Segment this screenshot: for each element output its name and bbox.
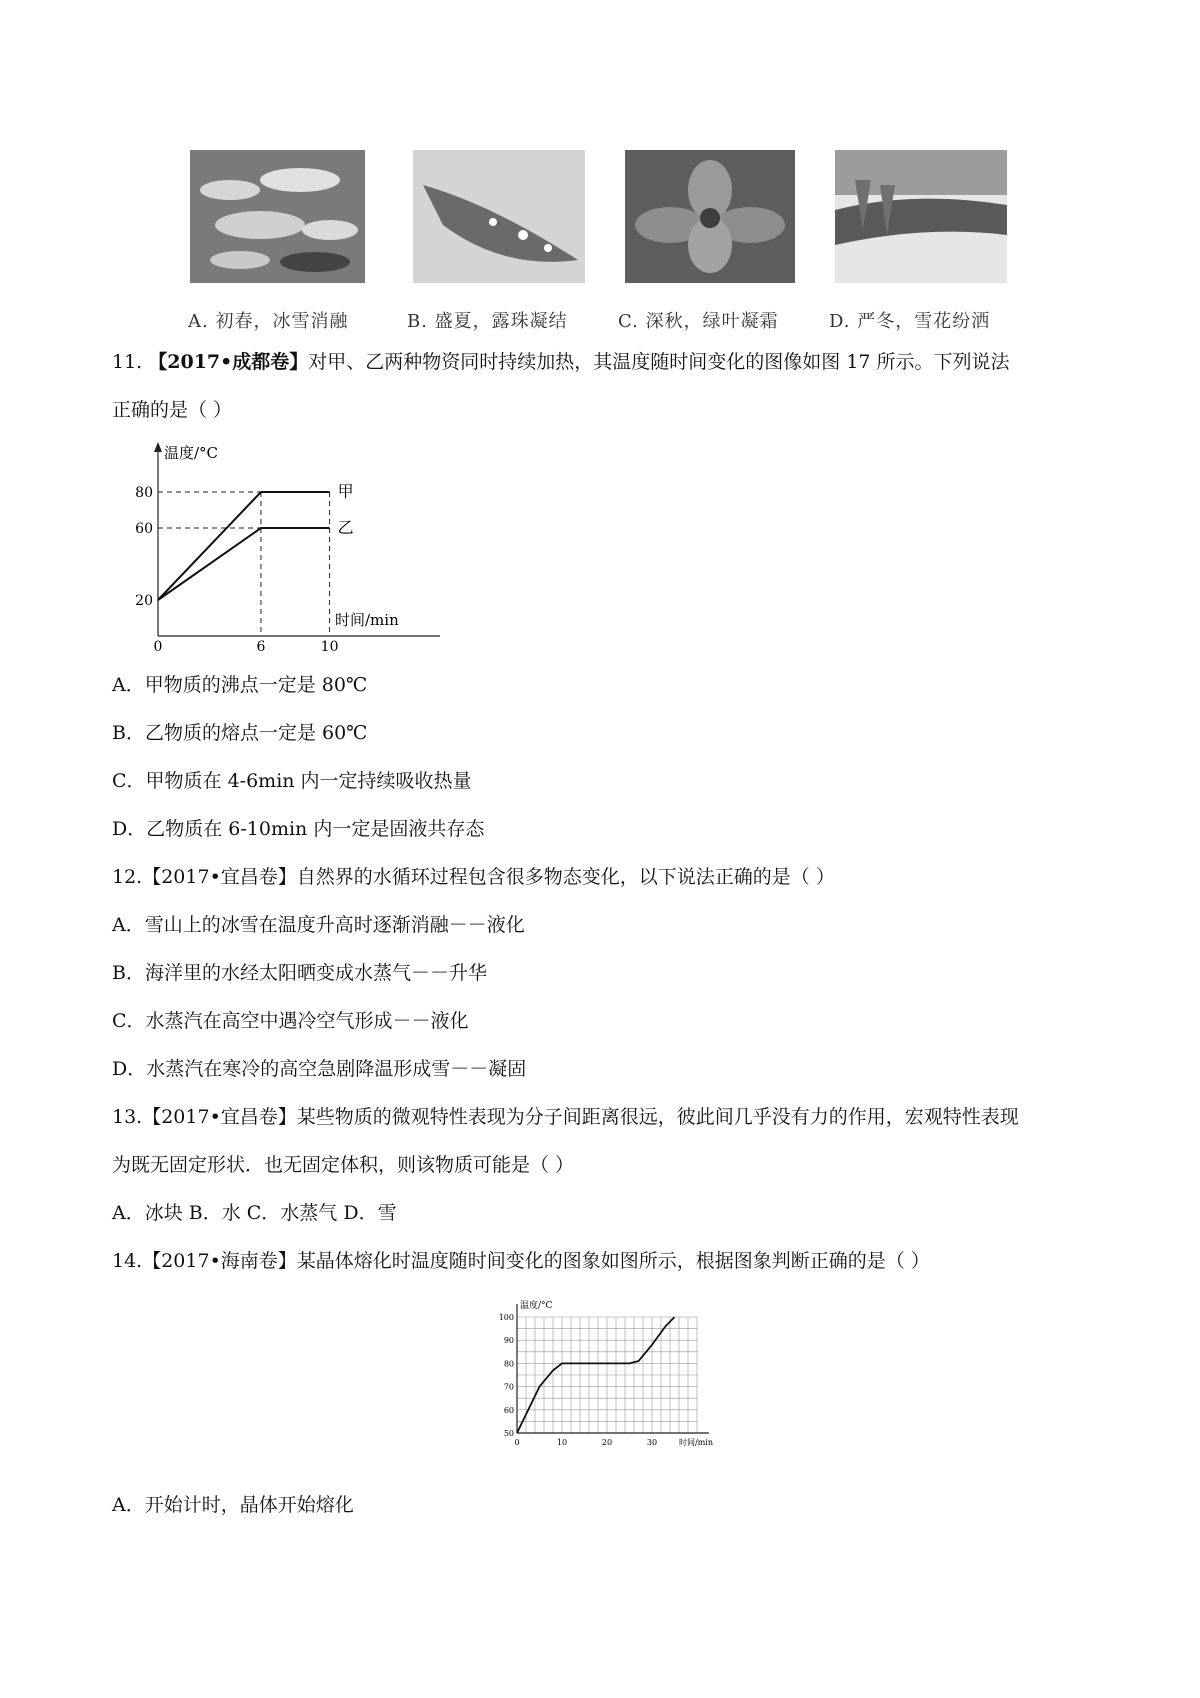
q11-stem-text: 对甲、乙两种物资同时持续加热，其温度随时间变化的图像如图 17 所示。下列说法 xyxy=(308,351,1010,373)
y-tick-label: 60 xyxy=(135,521,153,537)
q14-option-a: A．开始计时，晶体开始熔化 xyxy=(112,1494,354,1516)
y-tick-label: 70 xyxy=(503,1382,514,1392)
q12-stem: 12.【2017•宜昌卷】自然界的水循环过程包含很多物态变化，以下说法正确的是（ ） xyxy=(112,866,835,888)
q11-stem-line2: 正确的是（ ） xyxy=(112,399,233,421)
y-tick-label: 80 xyxy=(135,485,153,501)
x-axis-label: 时间/min xyxy=(679,1438,713,1447)
series-label-0: 甲 xyxy=(337,482,354,501)
x-tick-label: 10 xyxy=(556,1438,568,1447)
q14-melting-chart xyxy=(495,1296,715,1456)
x-tick-label: 30 xyxy=(646,1438,658,1447)
q12-option-d: D．水蒸汽在寒冷的高空急剧降温形成雪－－凝固 xyxy=(112,1058,527,1080)
series-line-1 xyxy=(158,528,330,600)
y-axis-label: 温度/°C xyxy=(164,444,219,462)
q13-stem-line2: 为既无固定形状．也无固定体积，则该物质可能是（ ） xyxy=(112,1154,575,1176)
q11-option-a: A．甲物质的沸点一定是 80℃ xyxy=(112,674,368,696)
y-tick-label: 100 xyxy=(498,1313,514,1322)
q13-stem-line1: 13.【2017•宜昌卷】某些物质的微观特性表现为分子间距离很远，彼此间几乎没有力的作用，宏观特性表现 xyxy=(112,1106,1019,1128)
q11-option-b: B．乙物质的熔点一定是 60℃ xyxy=(112,722,368,744)
frost-leaf-photo xyxy=(625,150,795,283)
x-tick-label: 20 xyxy=(601,1438,613,1447)
y-tick-label: 50 xyxy=(503,1429,514,1438)
caption-b: B. 盛夏，露珠凝结 xyxy=(407,311,568,332)
q11-number: 11. xyxy=(112,351,143,373)
x-axis-label: 时间/min xyxy=(335,611,399,629)
q11-option-c: C．甲物质在 4-6min 内一定持续吸收热量 xyxy=(112,770,472,792)
x-tick-label: 6 xyxy=(256,639,266,655)
x-tick-label: 10 xyxy=(320,639,339,655)
series-label-1: 乙 xyxy=(337,518,354,537)
y-tick-label: 20 xyxy=(135,593,153,609)
x-tick-label: 0 xyxy=(153,639,163,655)
x-tick-label: 0 xyxy=(514,1438,520,1447)
caption-c: C. 深秋，绿叶凝霜 xyxy=(618,311,779,332)
y-tick-label: 80 xyxy=(503,1359,514,1369)
dew-leaf-photo xyxy=(413,150,585,283)
y-axis-label: 温度/°C xyxy=(520,1301,553,1311)
caption-a: A. 初春，冰雪消融 xyxy=(188,311,349,332)
q12-option-c: C．水蒸汽在高空中遇冷空气形成－－液化 xyxy=(112,1010,469,1032)
y-axis-arrow xyxy=(154,442,162,452)
q11-source: 【2017•成都卷】 xyxy=(148,351,309,373)
q12-option-b: B．海洋里的水经太阳晒变成水蒸气－－升华 xyxy=(112,962,487,984)
q11-option-d: D．乙物质在 6-10min 内一定是固液共存态 xyxy=(112,818,485,840)
q11-temperature-chart xyxy=(135,440,450,655)
caption-d: D. 严冬，雪花纷洒 xyxy=(829,311,991,332)
series-line-0 xyxy=(158,492,330,600)
snow-landscape-photo xyxy=(835,150,1007,283)
q14-stem: 14.【2017•海南卷】某晶体熔化时温度随时间变化的图象如图所示，根据图象判断正确的是（ ） xyxy=(112,1250,930,1272)
q11-stem-line1 xyxy=(112,353,1010,372)
q13-options: A．冰块 B．水 C．水蒸气 D．雪 xyxy=(112,1202,397,1224)
q12-option-a: A．雪山上的冰雪在温度升高时逐渐消融－－液化 xyxy=(112,914,525,936)
y-tick-label: 90 xyxy=(503,1336,514,1346)
ice-melting-photo xyxy=(190,150,365,283)
y-tick-label: 60 xyxy=(503,1405,514,1415)
